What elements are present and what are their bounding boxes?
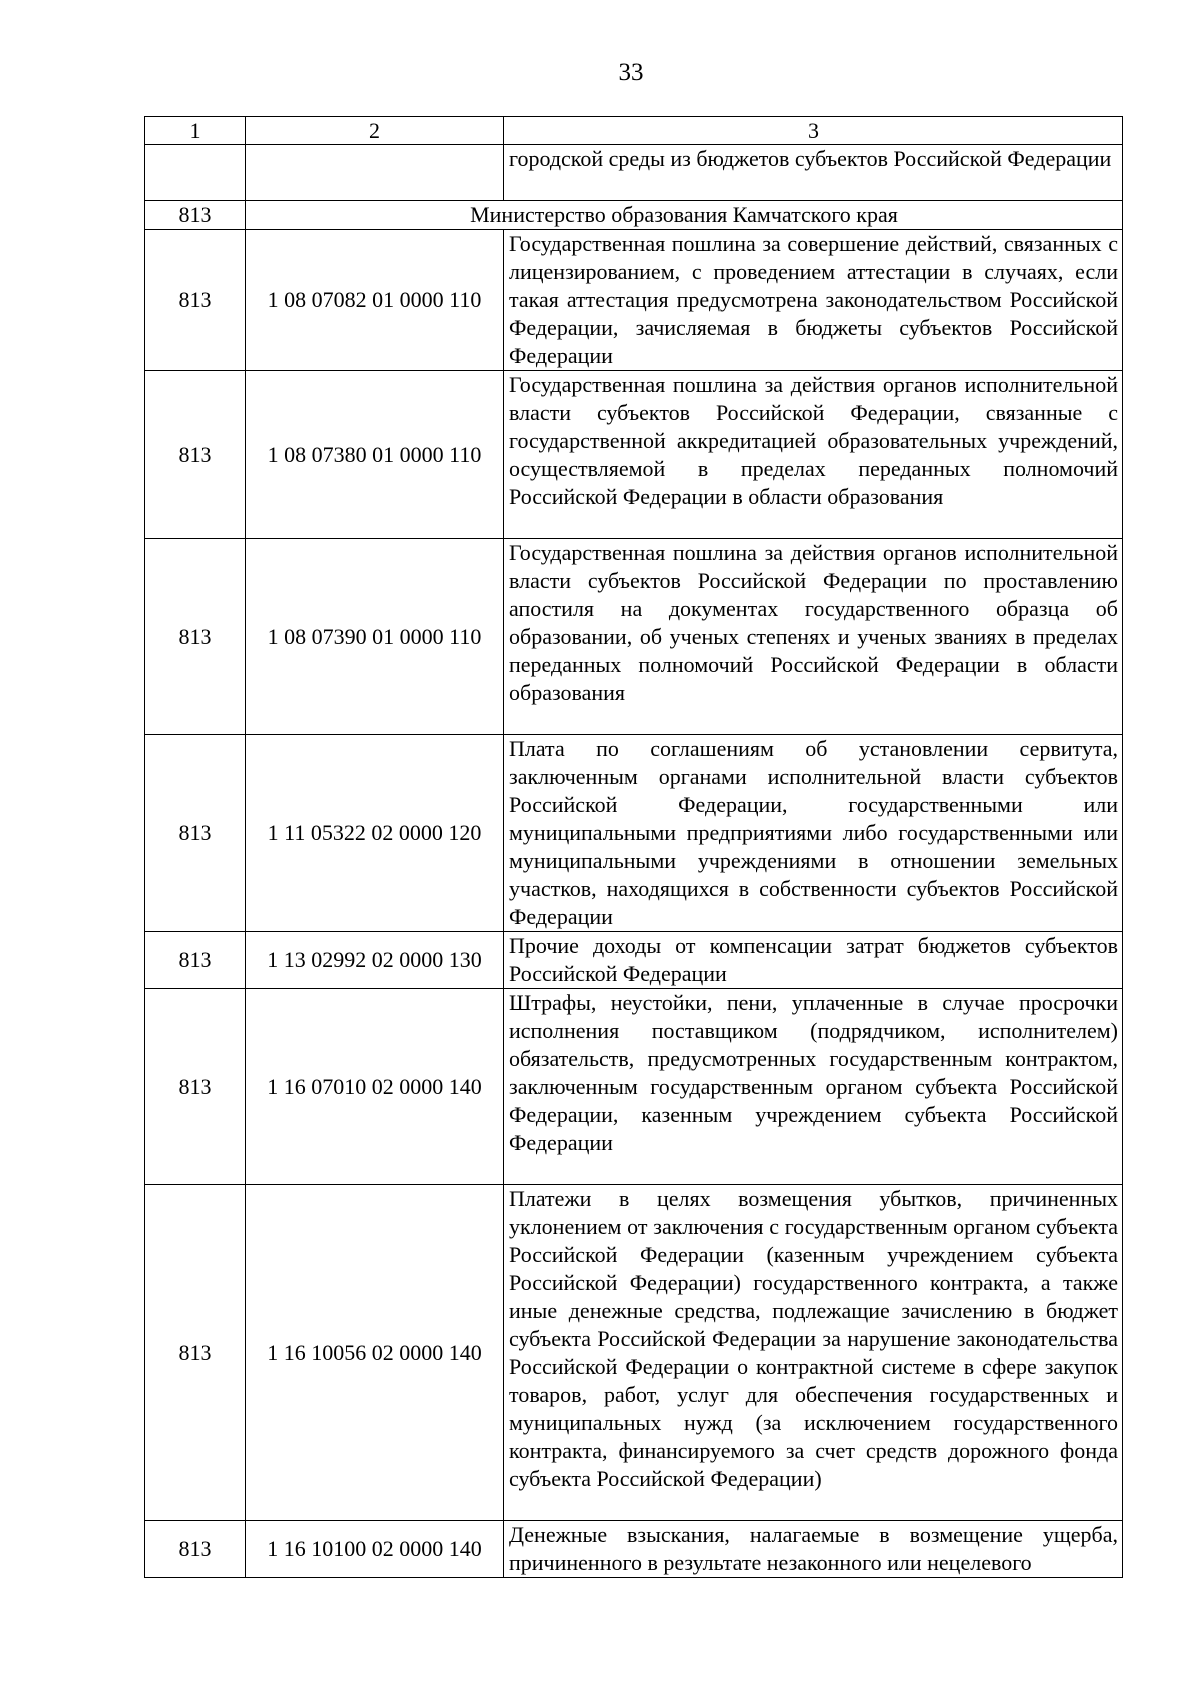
admin-code-cell: 813 [145, 230, 246, 371]
column-header-3: 3 [504, 117, 1123, 145]
admin-code-cell [145, 145, 246, 201]
revenue-code-cell: 1 08 07390 01 0000 110 [246, 539, 504, 735]
admin-code-cell: 813 [145, 735, 246, 932]
column-header-2: 2 [246, 117, 504, 145]
revenue-code-cell: 1 16 10056 02 0000 140 [246, 1185, 504, 1521]
table-row-ministry [145, 201, 1123, 230]
revenue-code-cell: 1 16 10100 02 0000 140 [246, 1521, 504, 1578]
revenue-code-cell: 1 08 07380 01 0000 110 [246, 371, 504, 539]
revenue-code-cell: 1 11 05322 02 0000 120 [246, 735, 504, 932]
table-row [145, 230, 1123, 371]
table-row [145, 371, 1123, 539]
revenue-description-cell: Денежные взыскания, налагаемые в возмещение ущерба, причиненного в результате незаконного или нецелевого [504, 1521, 1123, 1578]
table-row [145, 1521, 1123, 1578]
table-row [145, 539, 1123, 735]
revenue-description-cell: Государственная пошлина за действия органов исполнительной власти субъектов Российской Федерации, связанные с государственной аккредитацией образовательных учреждений, осуществляемой в пределах переданных полномочий Российской Федерации в области образования [504, 371, 1123, 539]
table-header-row [145, 117, 1123, 145]
admin-code-cell: 813 [145, 201, 246, 230]
revenue-description-cell: Государственная пошлина за действия органов исполнительной власти субъектов Российской Федерации по проставлению апостиля на документах государственного образца об образовании, об ученых степенях и ученых званиях в пределах переданных полномочий Российской Федерации в области образования [504, 539, 1123, 735]
revenue-code-cell: 1 13 02992 02 0000 130 [246, 932, 504, 989]
admin-code-cell: 813 [145, 539, 246, 735]
revenue-code-cell: 1 16 07010 02 0000 140 [246, 989, 504, 1185]
revenue-code-cell [246, 145, 504, 201]
admin-code-cell: 813 [145, 1521, 246, 1578]
table-row [145, 932, 1123, 989]
table-row [145, 1185, 1123, 1521]
ministry-name-cell: Министерство образования Камчатского края [246, 201, 1123, 230]
table-row [145, 735, 1123, 932]
table-row [145, 989, 1123, 1185]
column-header-1: 1 [145, 117, 246, 145]
revenue-code-cell: 1 08 07082 01 0000 110 [246, 230, 504, 371]
revenue-description-cell: Прочие доходы от компенсации затрат бюджетов субъектов Российской Федерации [504, 932, 1123, 989]
revenue-codes-table [144, 116, 1123, 1578]
table-row-continuation [145, 145, 1123, 201]
revenue-description-cell: Плата по соглашениям об установлении сервитута, заключенным органами исполнительной власти субъектов Российской Федерации, государственными или муниципальными предприятиями либо государственными или муниципальными учреждениями в отношении земельных участков, находящихся в собственности субъектов Российской Федерации [504, 735, 1123, 932]
revenue-description-cell: Штрафы, неустойки, пени, уплаченные в случае просрочки исполнения поставщиком (подрядчиком, исполнителем) обязательств, предусмотренных государственным контрактом, заключенным государственным органом субъекта Российской Федерации, казенным учреждением субъекта Российской Федерации [504, 989, 1123, 1185]
admin-code-cell: 813 [145, 371, 246, 539]
revenue-description-cell: городской среды из бюджетов субъектов Российской Федерации [504, 145, 1123, 201]
admin-code-cell: 813 [145, 932, 246, 989]
page-number: 33 [618, 59, 644, 86]
revenue-description-cell: Платежи в целях возмещения убытков, причиненных уклонением от заключения с государственным органом субъекта Российской Федерации (казенным учреждением субъекта Российской Федерации) государственного контракта, а также иные денежные средства, подлежащие зачислению в бюджет субъекта Российской Федерации за нарушение законодательства Российской Федерации о контрактной системе в сфере закупок товаров, работ, услуг для обеспечения государственных и муниципальных нужд (за исключением государственного контракта, финансируемого за счет средств дорожного фонда субъекта Российской Федерации) [504, 1185, 1123, 1521]
revenue-description-cell: Государственная пошлина за совершение действий, связанных с лицензированием, с проведением аттестации в случаях, если такая аттестация предусмотрена законодательством Российской Федерации, зачисляемая в бюджеты субъектов Российской Федерации [504, 230, 1123, 371]
admin-code-cell: 813 [145, 989, 246, 1185]
admin-code-cell: 813 [145, 1185, 246, 1521]
